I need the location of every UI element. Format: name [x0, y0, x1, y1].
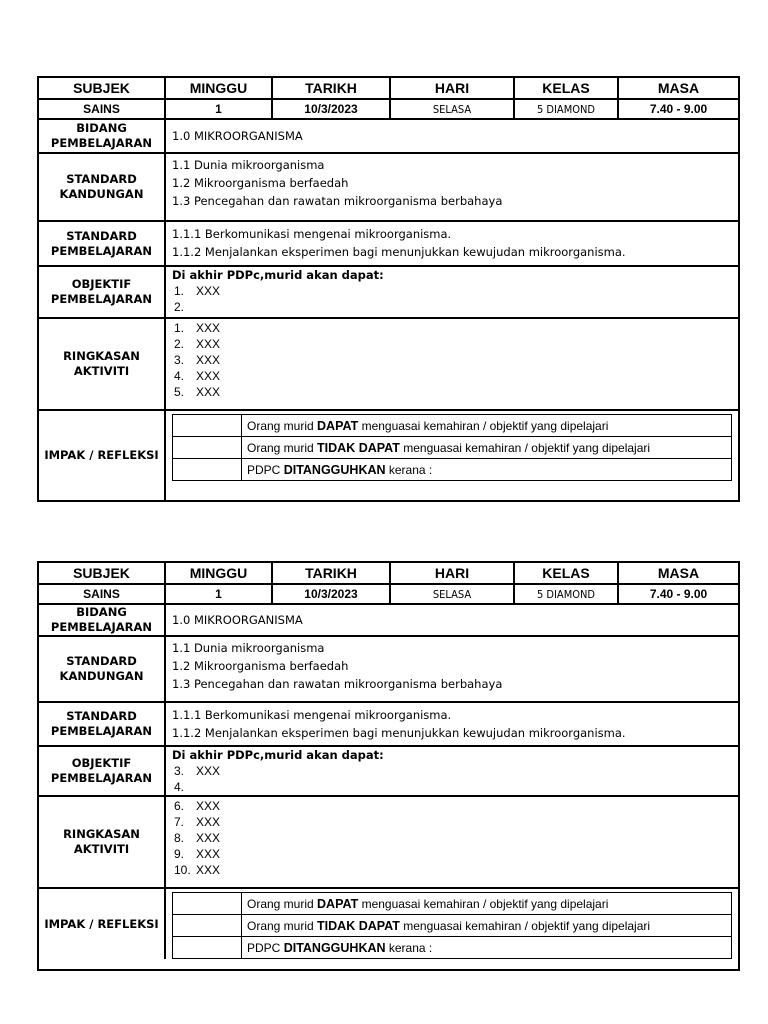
value-subjek: SAINS: [39, 100, 166, 118]
row-standard-pembelajaran: [39, 703, 738, 747]
row-bidang: [39, 120, 738, 154]
header-row: [39, 563, 738, 585]
refleksi-checkbox[interactable]: [173, 893, 242, 915]
objektif-intro: Di akhir PDPc,murid akan dapat:: [172, 748, 384, 762]
objektif-content: [166, 747, 738, 795]
label-ringkasan: RINGKASAN AKTIVITI: [39, 797, 166, 887]
refleksi-text: Orang murid DAPAT menguasai kemahiran / objektif yang dipelajari: [242, 893, 732, 915]
row-standard-kandungan: [39, 154, 738, 222]
label-bidang: BIDANG PEMBELAJARAN: [39, 605, 166, 635]
refleksi-checkbox[interactable]: [173, 415, 242, 437]
header-tarikh: TARIKH: [273, 78, 391, 98]
aktiviti-item: 4. XXX: [174, 369, 221, 383]
objektif-content: [166, 267, 738, 317]
value-minggu: 1: [166, 585, 273, 603]
refleksi-row: [173, 893, 732, 915]
refleksi-checkbox[interactable]: [173, 459, 242, 481]
sp-item: 1.1.2 Menjalankan eksperimen bagi menunjukkan kewujudan mikroorganisma.: [172, 245, 626, 259]
sp-item: 1.1.2 Menjalankan eksperimen bagi menunjukkan kewujudan mikroorganisma.: [172, 726, 626, 740]
label-impak: IMPAK / REFLEKSI: [39, 411, 166, 500]
values-row: [39, 100, 738, 120]
objektif-intro: Di akhir PDPc,murid akan dapat:: [172, 268, 384, 282]
header-minggu: MINGGU: [166, 563, 273, 583]
refleksi-text: Orang murid TIDAK DAPAT menguasai kemahiran / objektif yang dipelajari: [242, 915, 732, 937]
bidang-value: [166, 120, 738, 152]
value-kelas: 5 DIAMOND: [515, 585, 619, 603]
label-impak: IMPAK / REFLEKSI: [39, 889, 166, 959]
row-impak: [39, 889, 738, 959]
refleksi-row: [173, 459, 732, 481]
impak-content: [166, 889, 738, 959]
value-minggu: 1: [166, 100, 273, 118]
lesson-plan-table-2: [37, 561, 740, 971]
row-standard-kandungan: [39, 637, 738, 703]
refleksi-row: [173, 437, 732, 459]
value-tarikh: 10/3/2023: [273, 100, 391, 118]
header-tarikh: TARIKH: [273, 563, 391, 583]
refleksi-table: [172, 892, 732, 959]
refleksi-checkbox[interactable]: [173, 915, 242, 937]
label-ringkasan: RINGKASAN AKTIVITI: [39, 319, 166, 409]
sk-item: 1.3 Pencegahan dan rawatan mikroorganisma berbahaya: [172, 677, 503, 691]
label-standard-pembelajaran: STANDARD PEMBELAJARAN: [39, 703, 166, 745]
aktiviti-list: [166, 319, 738, 409]
header-masa: MASA: [657, 80, 700, 96]
standard-pembelajaran-list: [166, 703, 738, 745]
header-masa: MASA: [657, 565, 700, 581]
row-standard-pembelajaran: [39, 222, 738, 267]
value-masa: 7.40 - 9.00: [649, 587, 708, 601]
aktiviti-item: 7. XXX: [174, 815, 221, 829]
bidang-text: 1.0 MIKROORGANISMA: [172, 129, 303, 143]
aktiviti-item: 9. XXX: [174, 847, 221, 861]
aktiviti-item: 2. XXX: [174, 337, 221, 351]
label-standard-kandungan: STANDARD KANDUNGAN: [39, 637, 166, 701]
value-kelas: 5 DIAMOND: [515, 100, 619, 118]
aktiviti-list: [166, 797, 738, 887]
value-hari: SELASA: [391, 100, 515, 118]
row-bidang: [39, 605, 738, 637]
label-standard-pembelajaran: STANDARD PEMBELAJARAN: [39, 222, 166, 265]
value-masa: 7.40 - 9.00: [649, 102, 708, 116]
refleksi-row: [173, 415, 732, 437]
header-hari: HARI: [391, 563, 515, 583]
aktiviti-item: 8. XXX: [174, 831, 221, 845]
aktiviti-item: 1. XXX: [174, 321, 221, 335]
row-ringkasan: [39, 797, 738, 889]
sp-item: 1.1.1 Berkomunikasi mengenai mikroorganisma.: [172, 227, 452, 241]
row-objektif: [39, 747, 738, 797]
sk-item: 1.3 Pencegahan dan rawatan mikroorganisma berbahaya: [172, 194, 503, 208]
sk-item: 1.2 Mikroorganisma berfaedah: [172, 659, 349, 673]
label-bidang: BIDANG PEMBELAJARAN: [39, 120, 166, 152]
label-objektif: OBJEKTIF PEMBELAJARAN: [39, 747, 166, 795]
aktiviti-item: 6. XXX: [174, 799, 221, 813]
standard-kandungan-list: [166, 154, 738, 220]
aktiviti-item: 3. XXX: [174, 353, 221, 367]
lesson-plan-table-1: [37, 76, 740, 502]
objektif-item: 2.: [174, 300, 185, 314]
header-row: [39, 78, 738, 100]
refleksi-row: [173, 937, 732, 959]
aktiviti-item: 10. XXX: [174, 863, 221, 877]
sk-item: 1.2 Mikroorganisma berfaedah: [172, 176, 349, 190]
row-objektif: [39, 267, 738, 319]
aktiviti-item: 5. XXX: [174, 385, 221, 399]
bidang-value: [166, 605, 738, 635]
refleksi-checkbox[interactable]: [173, 937, 242, 959]
standard-kandungan-list: [166, 637, 738, 701]
refleksi-row: [173, 915, 732, 937]
refleksi-text: PDPC DITANGGUHKAN kerana :: [242, 459, 732, 481]
sk-item: 1.1 Dunia mikroorganisma: [172, 641, 325, 655]
refleksi-text: Orang murid DAPAT menguasai kemahiran / objektif yang dipelajari: [242, 415, 732, 437]
header-minggu: MINGGU: [166, 78, 273, 98]
objektif-item: 3. XXX: [174, 764, 221, 778]
row-ringkasan: [39, 319, 738, 411]
header-kelas: KELAS: [515, 563, 619, 583]
sp-item: 1.1.1 Berkomunikasi mengenai mikroorganisma.: [172, 708, 452, 722]
sk-item: 1.1 Dunia mikroorganisma: [172, 158, 325, 172]
refleksi-text: PDPC DITANGGUHKAN kerana :: [242, 937, 732, 959]
values-row: [39, 585, 738, 605]
value-subjek: SAINS: [39, 585, 166, 603]
refleksi-table: [172, 414, 732, 481]
header-kelas: KELAS: [515, 78, 619, 98]
value-hari: SELASA: [391, 585, 515, 603]
value-tarikh: 10/3/2023: [273, 585, 391, 603]
label-objektif: OBJEKTIF PEMBELAJARAN: [39, 267, 166, 317]
bidang-text: 1.0 MIKROORGANISMA: [172, 613, 303, 627]
row-impak: [39, 411, 738, 500]
impak-content: [166, 411, 738, 500]
header-subjek: SUBJEK: [39, 563, 166, 583]
header-hari: HARI: [391, 78, 515, 98]
refleksi-text: Orang murid TIDAK DAPAT menguasai kemahiran / objektif yang dipelajari: [242, 437, 732, 459]
label-standard-kandungan: STANDARD KANDUNGAN: [39, 154, 166, 220]
objektif-item: 1. XXX: [174, 284, 221, 298]
header-subjek: SUBJEK: [39, 78, 166, 98]
standard-pembelajaran-list: [166, 222, 738, 265]
objektif-item: 4.: [174, 780, 185, 794]
refleksi-checkbox[interactable]: [173, 437, 242, 459]
